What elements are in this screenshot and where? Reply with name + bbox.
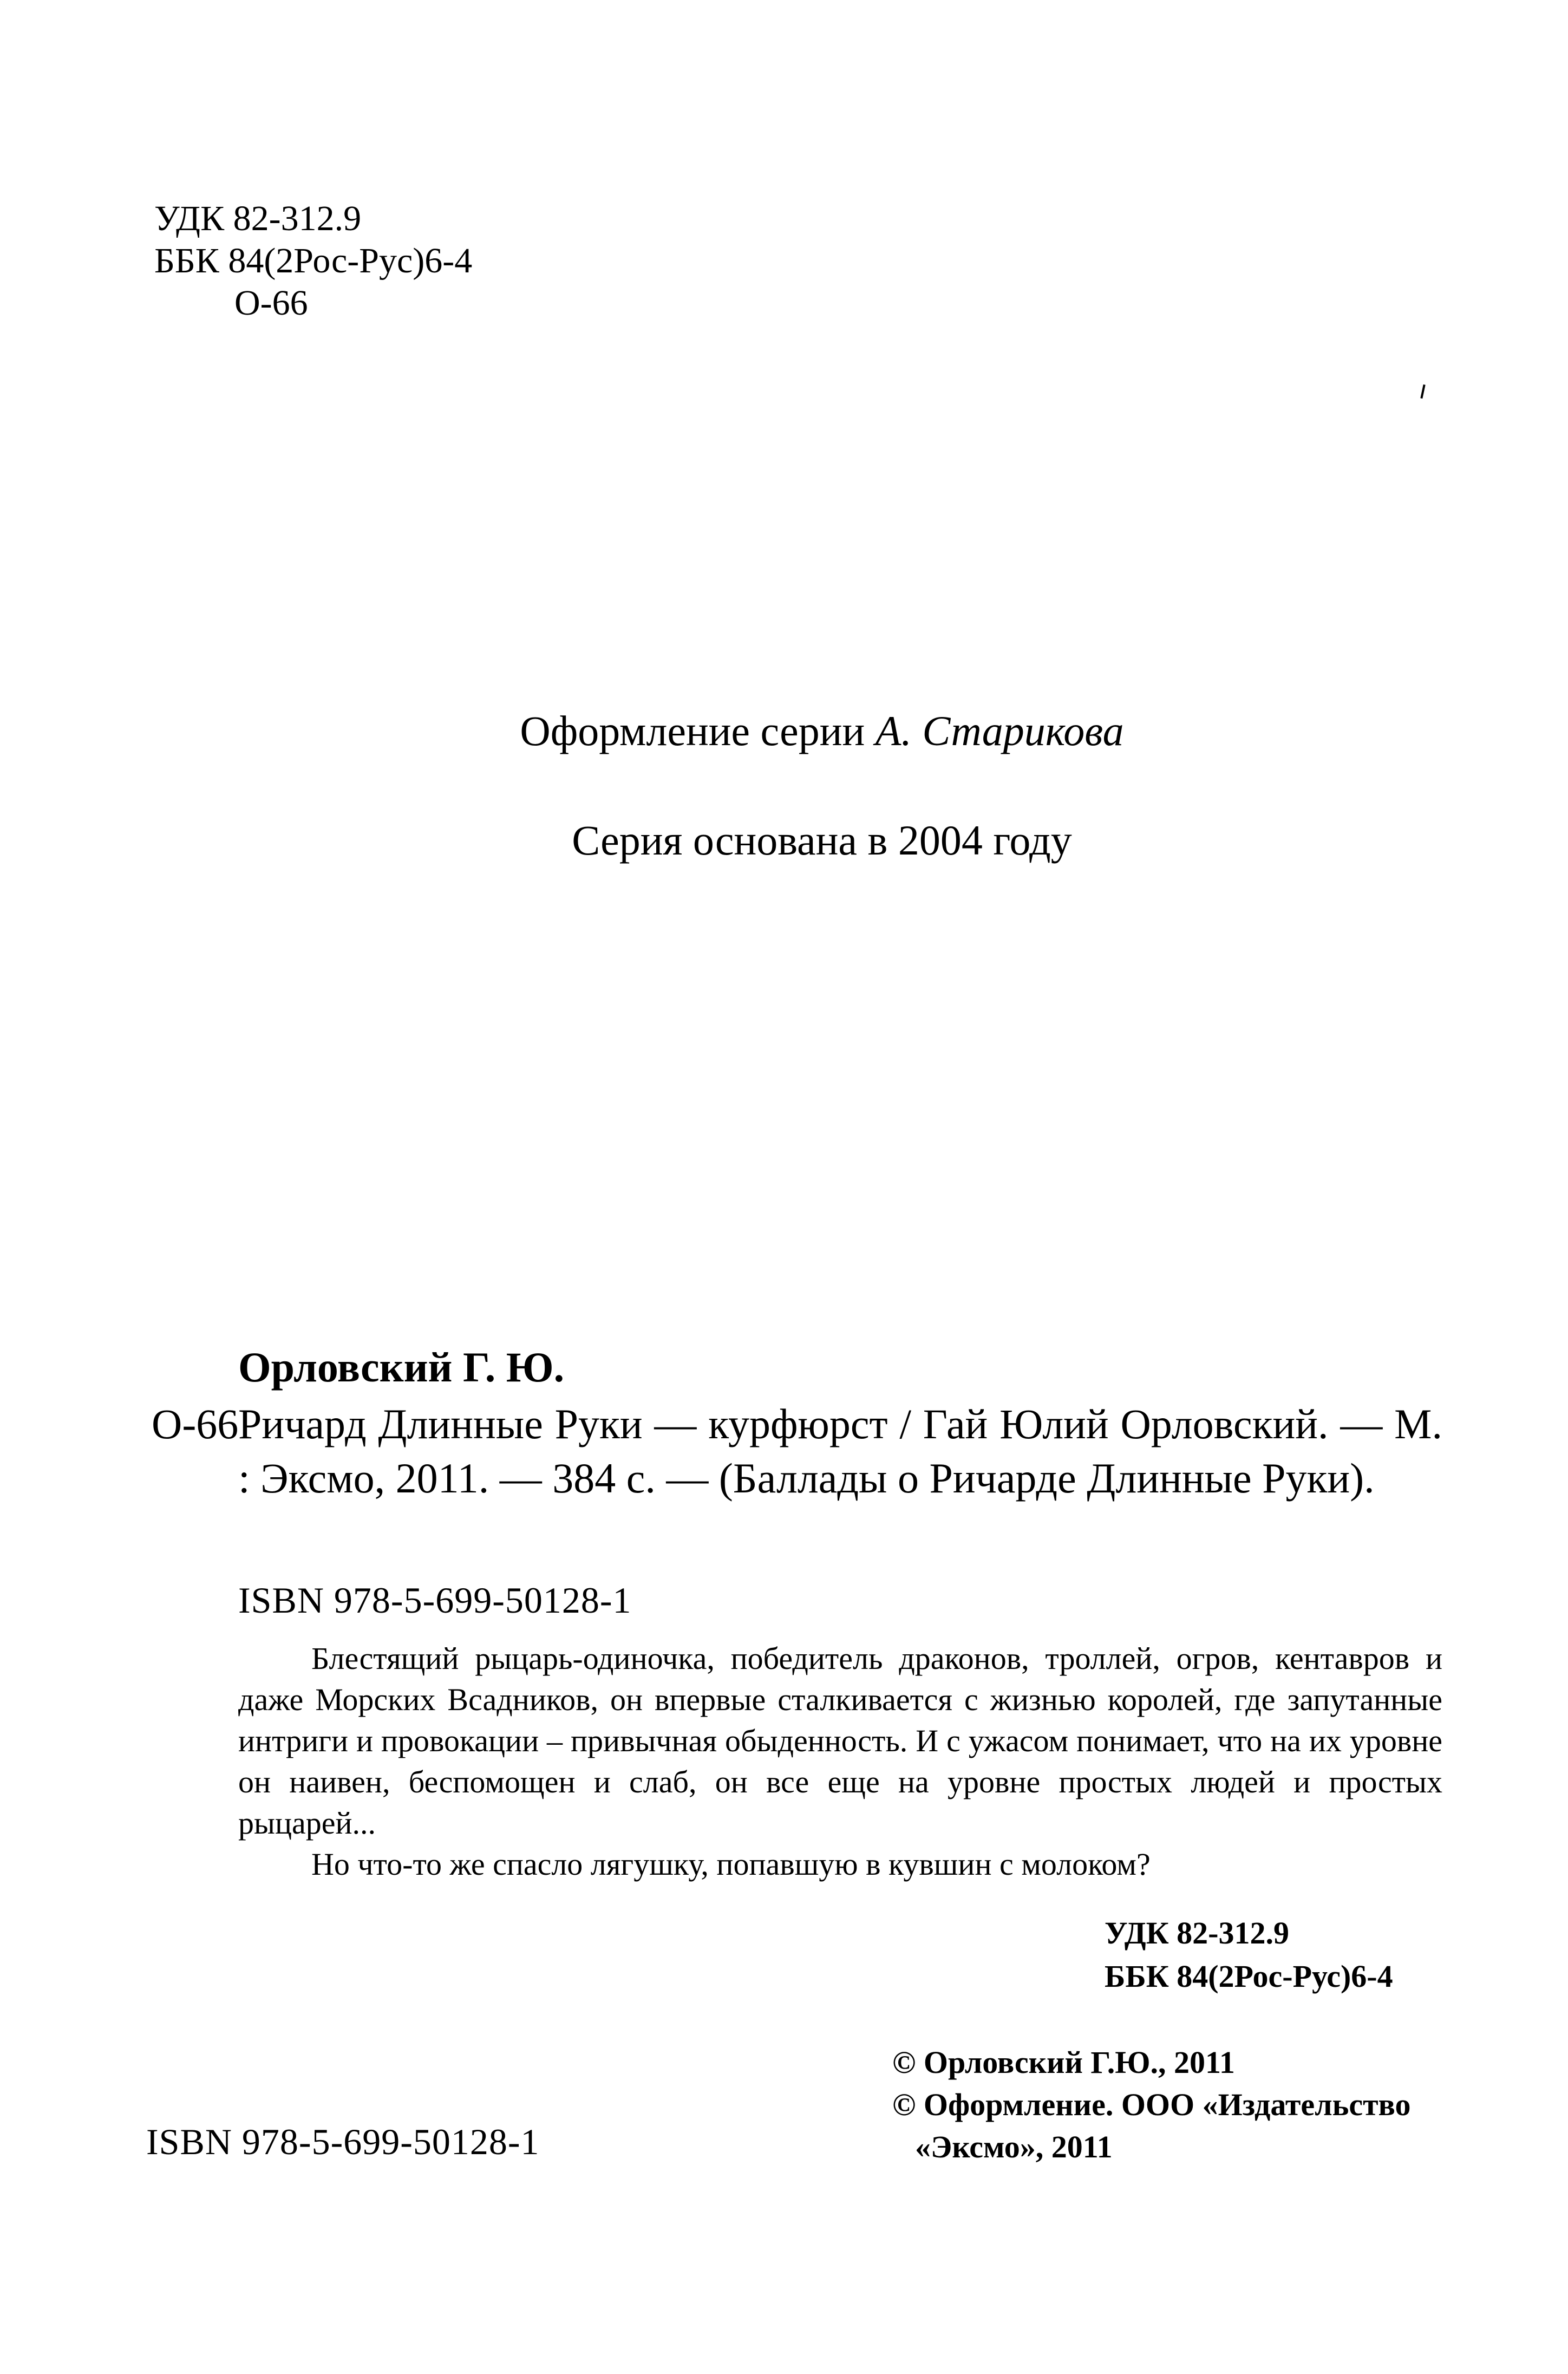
annotation bbox=[238, 1638, 1442, 1885]
classification-block bbox=[154, 198, 472, 324]
copyright-design: © Оформление. ООО «Издательство bbox=[892, 2087, 1411, 2122]
footer-classification bbox=[1105, 1912, 1393, 1998]
copyright-author: © Орловский Г.Ю., 2011 bbox=[892, 2045, 1235, 2080]
annotation-paragraph-2: Но что-то же спасло лягушку, попавшую в кувшин с молоком? bbox=[311, 1847, 1151, 1882]
footer-bbk: ББК 84(2Рос-Рус)6-4 bbox=[1105, 1959, 1393, 1994]
entry-isbn: ISBN 978-5-699-50128-1 bbox=[238, 1580, 632, 1621]
entry-code: О-66 bbox=[152, 1400, 239, 1447]
copyright-publisher: «Эксмо», 2011 bbox=[915, 2129, 1113, 2164]
bbk-code: ББК 84(2Рос-Рус)6-4 bbox=[154, 241, 473, 281]
footer-isbn: ISBN 978-5-699-50128-1 bbox=[146, 2121, 540, 2162]
copyright-block bbox=[892, 2042, 1410, 2168]
series-design-prefix: Оформление серии bbox=[520, 707, 876, 754]
bibliographic-description: Ричард Длинные Руки — курфюрст / Гай Юлий Орловский. — М. : Эксмо, 2011. — 384 с. — (Баллады о Ричарде Длинные Руки). bbox=[238, 1400, 1442, 1502]
author-heading: Орловский Г. Ю. bbox=[238, 1343, 565, 1391]
footer-udk: УДК 82-312.9 bbox=[1105, 1915, 1289, 1951]
stray-mark bbox=[1420, 384, 1425, 399]
series-design-line bbox=[0, 704, 1568, 758]
annotation-paragraph-1: Блестящий рыцарь-одиночка, победитель драконов, троллей, огров, кентавров и даже Морских Всадников, он впервые сталкивается с жизнью королей, где запутанные интриги и провокации – привычная обыденность. И с ужасом понимает, что на их уровне он наивен, беспомощен и слаб, он все еще на уровне простых людей и простых рыцарей... bbox=[238, 1641, 1442, 1841]
series-founded-line: Серия основана в 2004 году bbox=[572, 817, 1072, 864]
author-sign: О-66 bbox=[234, 283, 308, 323]
series-design-author: А. Старикова bbox=[875, 707, 1124, 754]
udk-code: УДК 82-312.9 bbox=[154, 199, 362, 238]
